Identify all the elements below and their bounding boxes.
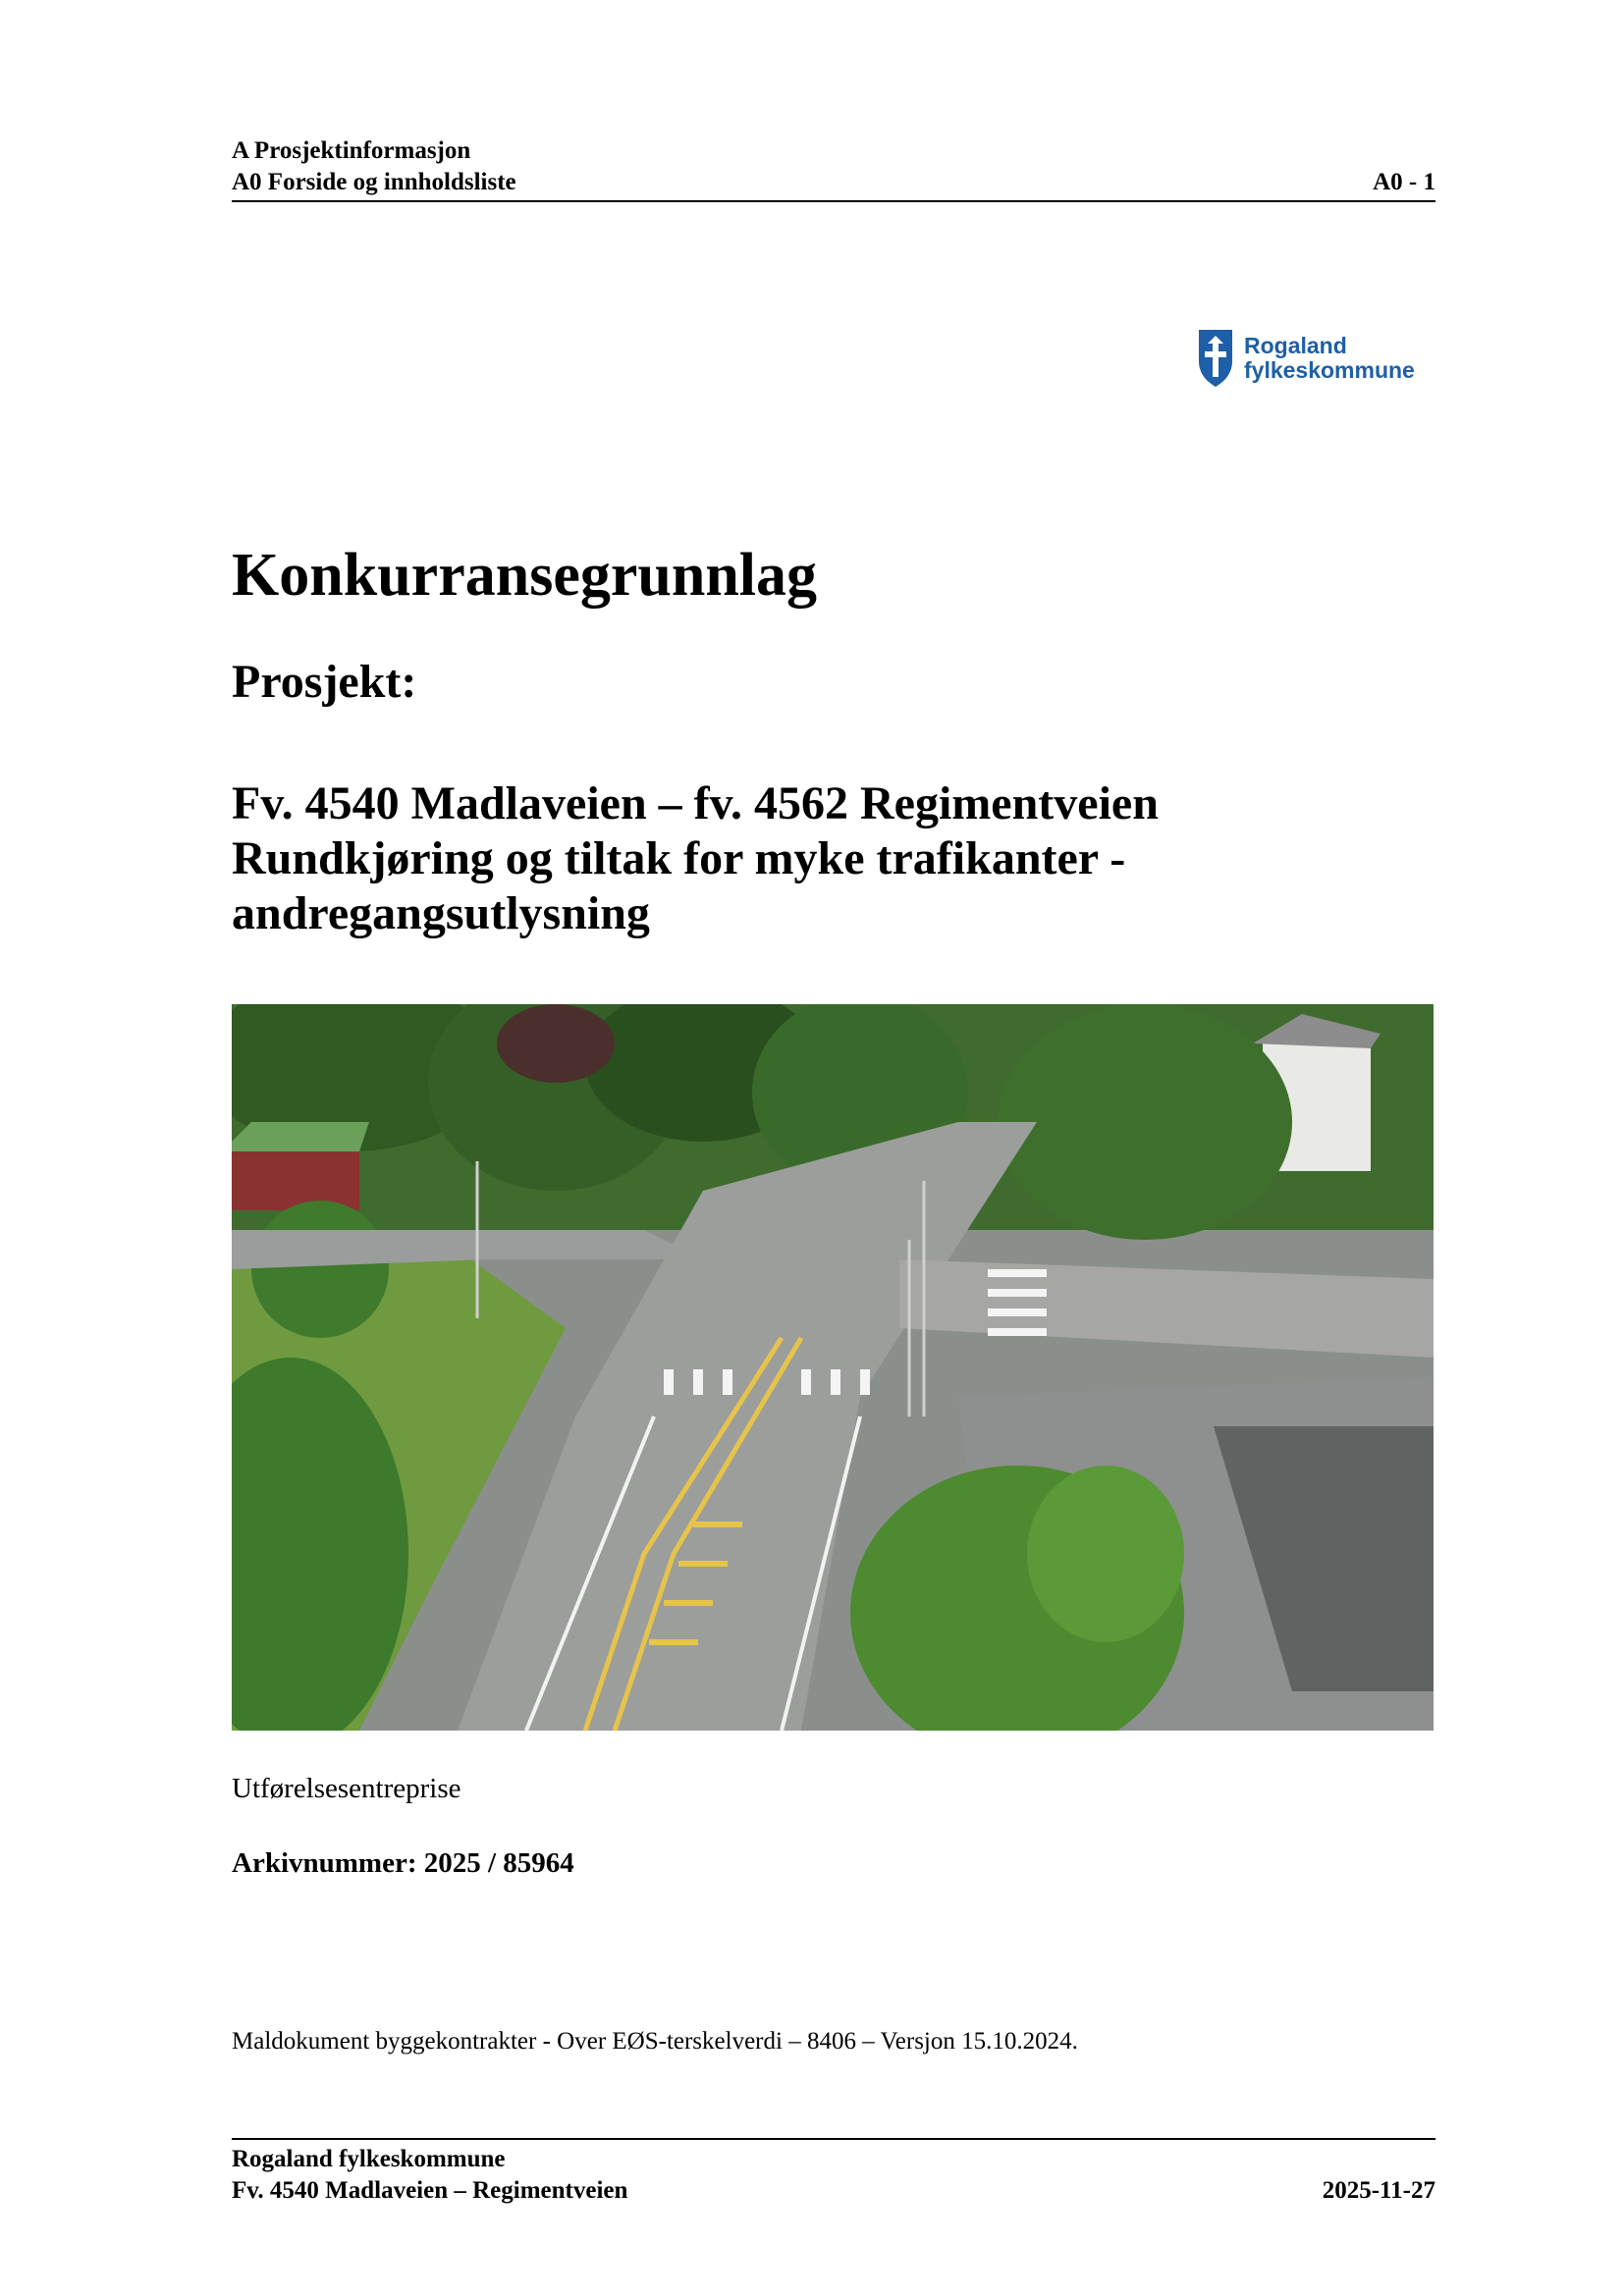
project-name	[232, 776, 1430, 941]
archive-number	[232, 1845, 574, 1881]
page-footer	[232, 2138, 1435, 2207]
footer-date: 2025-11-27	[1322, 2177, 1435, 2204]
footer-org: Rogaland fylkeskommune	[232, 2146, 506, 2172]
logo-text-line2: fylkeskommune	[1244, 357, 1415, 383]
project-name-line: Fv. 4540 Madlaveien – fv. 4562 Regimentveien	[232, 777, 1159, 829]
logo-text-line1: Rogaland	[1244, 333, 1347, 358]
template-note: Maldokument byggekontrakter - Over EØS-terskelverdi – 8406 – Versjon 15.10.2024.	[232, 2028, 1078, 2055]
header-subsection: A0 Forside og innholdsliste	[232, 169, 516, 195]
rogaland-logo	[1197, 328, 1415, 389]
aerial-intersection-photo	[232, 1004, 1434, 1731]
archive-label: Arkivnummer:	[232, 1847, 417, 1879]
project-name-line: Rundkjøring og tiltak for myke trafikanter -	[232, 832, 1126, 884]
project-name-line: andregangsutlysning	[232, 887, 650, 939]
page-header	[232, 135, 1435, 202]
header-section: A Prosjektinformasjon	[232, 137, 471, 164]
project-label: Prosjekt:	[232, 656, 417, 708]
archive-value: 2025 / 85964	[423, 1847, 574, 1879]
footer-row	[232, 2175, 1435, 2207]
header-row	[232, 167, 1435, 198]
footer-project: Fv. 4540 Madlaveien – Regimentveien	[232, 2177, 628, 2204]
header-rule	[232, 200, 1435, 202]
entreprise-type: Utførelsesentreprise	[232, 1773, 461, 1804]
coat-of-arms-icon	[1197, 328, 1234, 389]
logo-text	[1244, 334, 1415, 383]
document-title: Konkurransegrunnlag	[232, 542, 818, 609]
header-page-ref: A0 - 1	[1373, 169, 1435, 195]
